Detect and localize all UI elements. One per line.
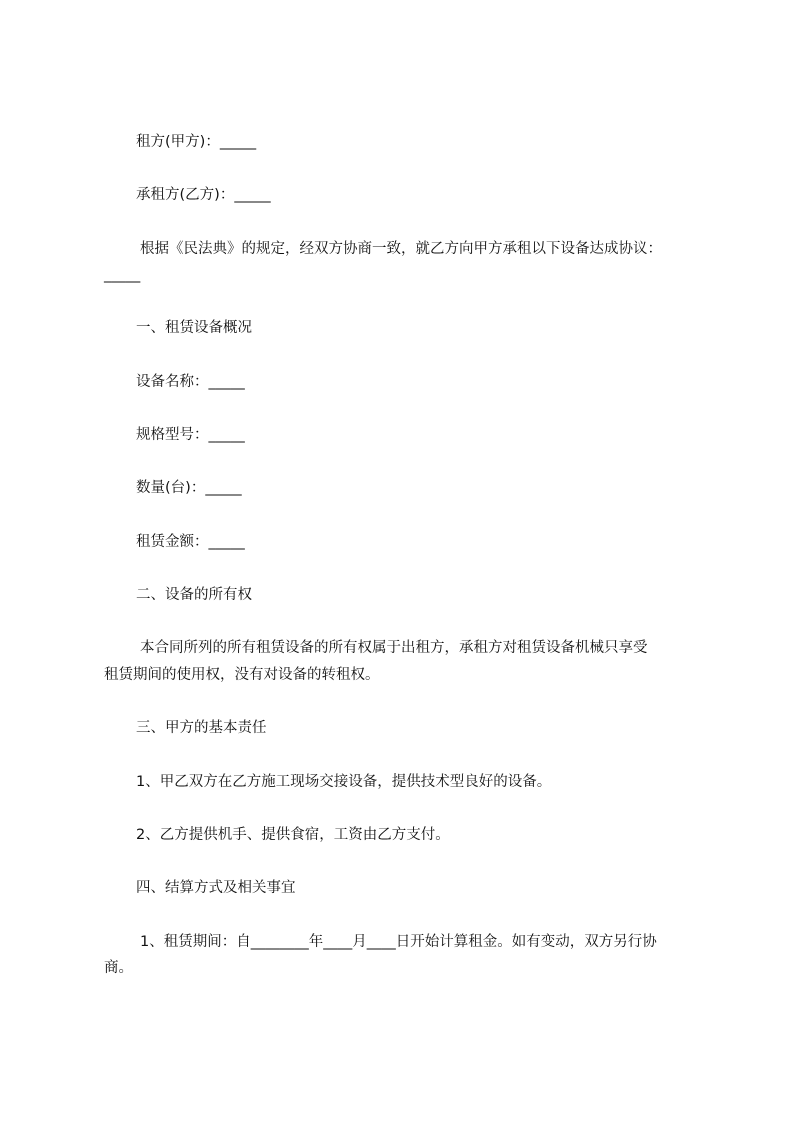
intro-paragraph-line-1: 根据《民法典》的规定，经双方协商一致，就乙方向甲方承租以下设备达成协议：: [140, 241, 662, 257]
party-a-line: 租方(甲方)：_____: [136, 134, 257, 150]
ownership-paragraph-line-2: 租赁期间的使用权，没有对设备的转租权。: [104, 667, 380, 683]
section-3-heading: 三、甲方的基本责任: [136, 720, 267, 736]
section-1-heading: 一、租赁设备概况: [136, 320, 252, 336]
section-2-heading: 二、设备的所有权: [136, 587, 252, 603]
party-b-line: 承租方(乙方)：_____: [136, 187, 271, 203]
rental-amount-field: 租赁金额：_____: [136, 534, 245, 550]
section-4-heading: 四、结算方式及相关事宜: [136, 880, 296, 896]
responsibility-item-2: 2、乙方提供机手、提供食宿，工资由乙方支付。: [136, 827, 450, 843]
rental-period-line-1: 1、租赁期间：自________年____月____日开始计算租金。如有变动，双方另行协: [140, 934, 657, 950]
quantity-field: 数量(台)：_____: [136, 480, 242, 496]
intro-paragraph-line-2: _____: [104, 267, 141, 283]
responsibility-item-1: 1、甲乙双方在乙方施工现场交接设备，提供技术型良好的设备。: [136, 774, 552, 790]
equipment-name-field: 设备名称：_____: [136, 374, 245, 390]
ownership-paragraph-line-1: 本合同所列的所有租赁设备的所有权属于出租方，承租方对租赁设备机械只享受: [140, 640, 648, 656]
rental-period-line-2: 商。: [104, 960, 133, 976]
model-spec-field: 规格型号：_____: [136, 427, 245, 443]
